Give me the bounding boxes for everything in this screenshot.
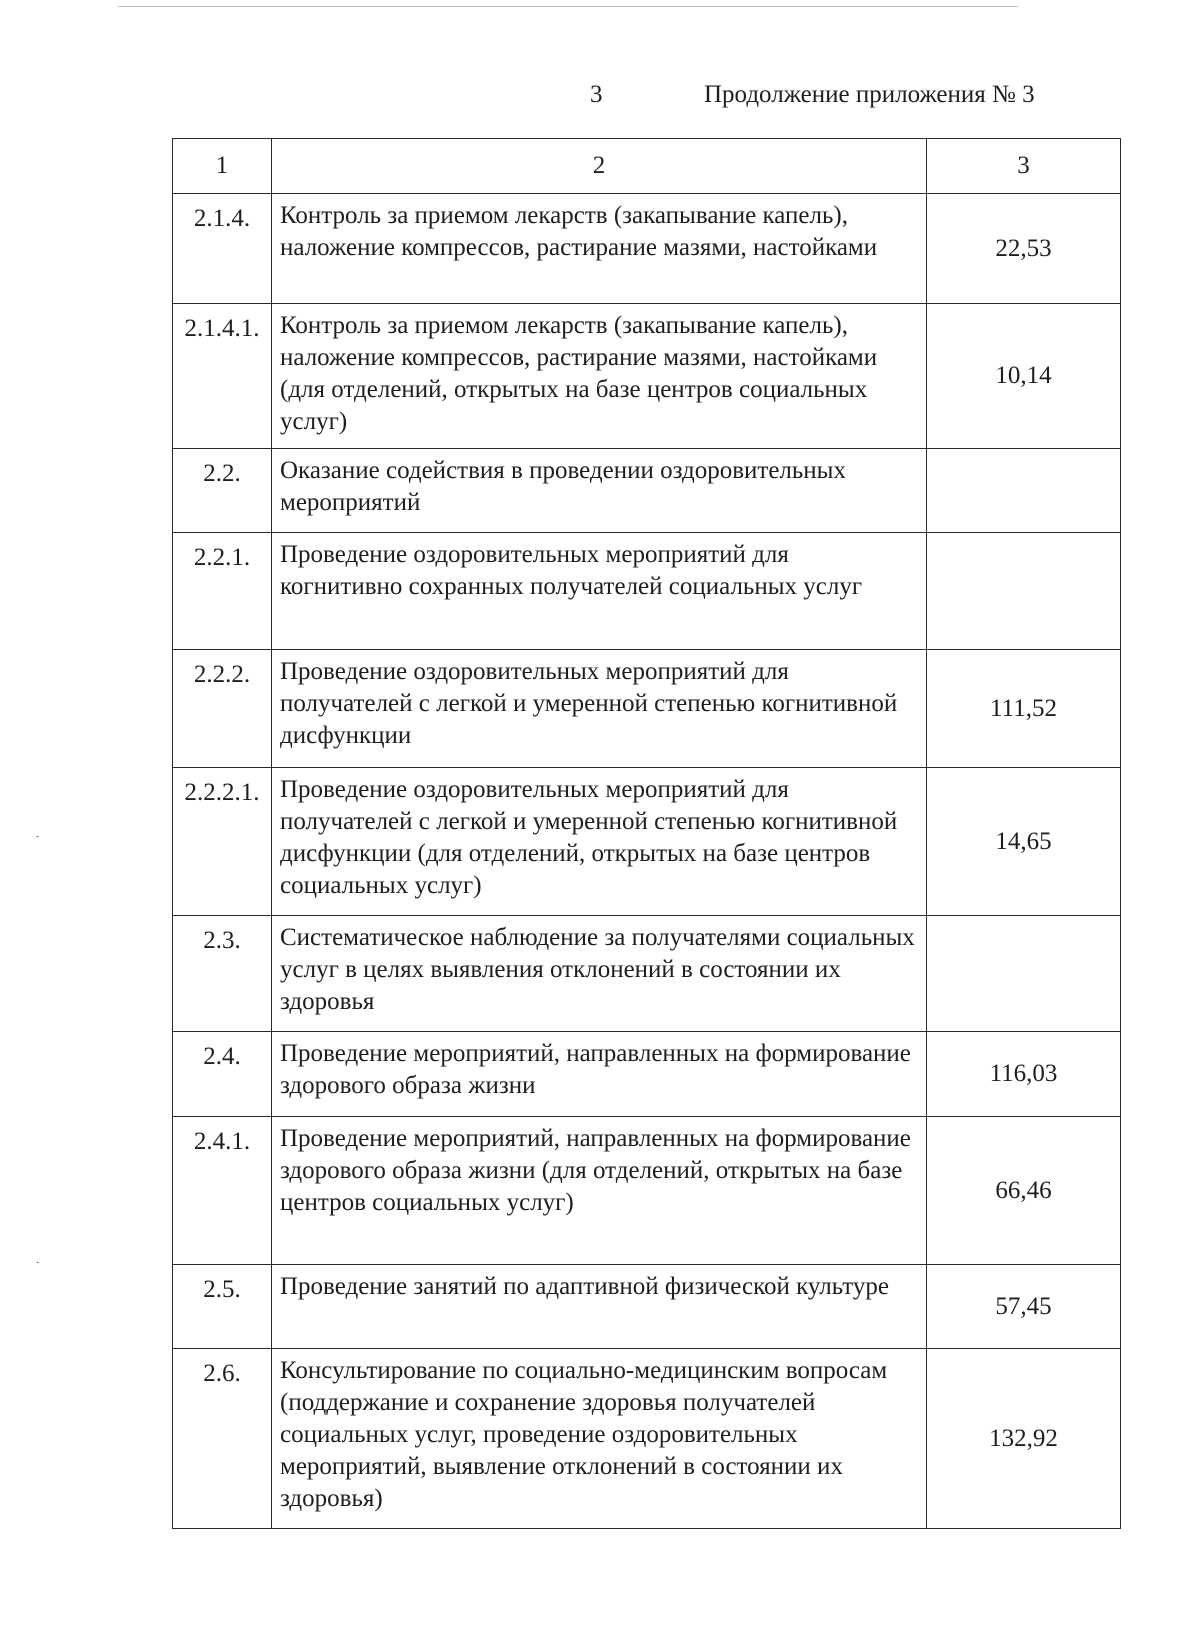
row-number: 2.5.	[173, 1265, 272, 1349]
row-service-name: Проведение оздоровительных мероприятий для получателей с легкой и умеренной степенью когнитивной дисфункции (для отделений, открытых на базе центров социальных услуг)	[272, 768, 927, 916]
row-number: 2.1.4.	[173, 194, 272, 304]
row-number: 2.4.	[173, 1032, 272, 1117]
row-value	[927, 533, 1121, 650]
row-number: 2.2.2.1.	[173, 768, 272, 916]
row-value	[927, 449, 1121, 533]
row-number: 2.4.1.	[173, 1117, 272, 1265]
row-number: 2.6.	[173, 1349, 272, 1529]
page-number: 3	[590, 81, 603, 108]
row-service-name: Проведение занятий по адаптивной физической культуре	[272, 1265, 927, 1349]
table-header-row	[173, 139, 1121, 194]
table-row	[173, 650, 1121, 768]
row-value: 111,52	[927, 650, 1121, 768]
scan-speck	[36, 1262, 39, 1263]
table-row	[173, 1032, 1121, 1117]
scan-edge-line	[118, 6, 1018, 7]
row-value: 57,45	[927, 1265, 1121, 1349]
row-value: 132,92	[927, 1349, 1121, 1529]
row-value: 10,14	[927, 304, 1121, 449]
row-value: 116,03	[927, 1032, 1121, 1117]
table-row	[173, 768, 1121, 916]
row-service-name: Проведение оздоровительных мероприятий для получателей с легкой и умеренной степенью когнитивной дисфункции	[272, 650, 927, 768]
row-number: 2.1.4.1.	[173, 304, 272, 449]
row-value: 14,65	[927, 768, 1121, 916]
table-row	[173, 1349, 1121, 1529]
table-row	[173, 194, 1121, 304]
row-service-name: Систематическое наблюдение за получателями социальных услуг в целях выявления отклонений в состоянии их здоровья	[272, 916, 927, 1032]
row-number: 2.2.	[173, 449, 272, 533]
row-value: 66,46	[927, 1117, 1121, 1265]
table-row	[173, 533, 1121, 650]
row-service-name: Проведение мероприятий, направленных на формирование здорового образа жизни (для отделений, открытых на базе центров социальных услуг)	[272, 1117, 927, 1265]
row-service-name: Контроль за приемом лекарств (закапывание капель), наложение компрессов, растирание мазями, настойками (для отделений, открытых на базе центров социальных услуг)	[272, 304, 927, 449]
column-header-number: 1	[173, 139, 272, 194]
table-row	[173, 449, 1121, 533]
column-header-name: 2	[272, 139, 927, 194]
row-number: 2.2.2.	[173, 650, 272, 768]
scan-speck	[36, 836, 39, 837]
table-row	[173, 1265, 1121, 1349]
row-service-name: Проведение оздоровительных мероприятий для когнитивно сохранных получателей социальных услуг	[272, 533, 927, 650]
row-value	[927, 916, 1121, 1032]
row-service-name: Контроль за приемом лекарств (закапывание капель), наложение компрессов, растирание мазями, настойками	[272, 194, 927, 304]
table-row	[173, 1117, 1121, 1265]
row-service-name: Проведение мероприятий, направленных на формирование здорового образа жизни	[272, 1032, 927, 1117]
row-service-name: Консультирование по социально-медицинским вопросам (поддержание и сохранение здоровья получателей социальных услуг, проведение оздоровительных мероприятий, выявление отклонений в состоянии их здоровья)	[272, 1349, 927, 1529]
row-number: 2.2.1.	[173, 533, 272, 650]
column-header-value: 3	[927, 139, 1121, 194]
table-row	[173, 916, 1121, 1032]
row-number: 2.3.	[173, 916, 272, 1032]
row-value: 22,53	[927, 194, 1121, 304]
table-row	[173, 304, 1121, 449]
appendix-continuation-label: Продолжение приложения № 3	[704, 81, 1035, 108]
services-tariff-table	[172, 138, 1121, 1529]
row-service-name: Оказание содействия в проведении оздоровительных мероприятий	[272, 449, 927, 533]
